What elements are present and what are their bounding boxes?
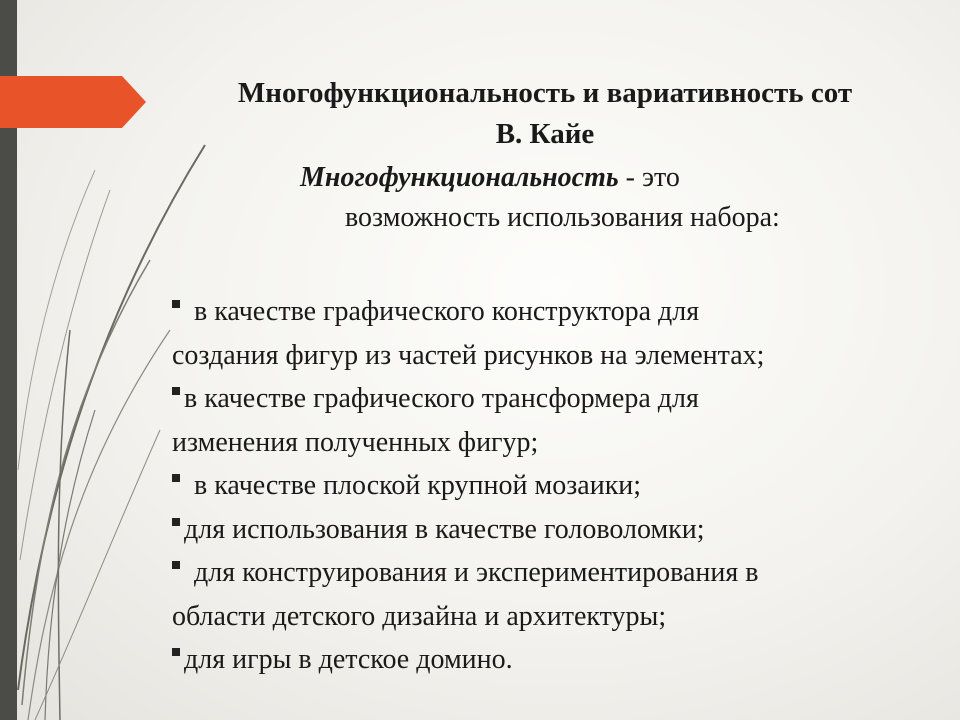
list-item-text: создания фигур из частей рисунков на элементах;: [172, 339, 765, 371]
list-item: [172, 551, 960, 595]
definition-text: - это: [618, 162, 680, 193]
list-item-text: для конструирования и экспериментирования в: [194, 557, 759, 588]
list-item-text: для использования в качестве головоломки;: [184, 513, 705, 545]
bullet-icon: [172, 474, 180, 482]
list-item: [172, 464, 960, 508]
bullet-icon: [172, 300, 180, 308]
list-item: [172, 377, 960, 421]
bullet-icon: [172, 561, 180, 569]
list-item-continuation: [172, 334, 960, 378]
list-item: [172, 508, 960, 552]
definition-block: [300, 158, 900, 238]
accent-banner: [0, 76, 150, 128]
list-item: [172, 638, 960, 682]
list-item-text: в качестве графического трансформера для: [184, 383, 699, 414]
title-line-2: В. Кайе: [495, 118, 595, 150]
title-line-1: Многофункциональность и вариативность сот: [237, 77, 853, 109]
list-item-text: в качестве плоской крупной мозаики;: [194, 470, 642, 501]
list-item: [172, 290, 960, 334]
list-item-continuation: [172, 421, 960, 465]
list-item-text: изменения полученных фигур;: [172, 426, 539, 458]
usage-list: [172, 290, 960, 682]
definition-term: Многофункциональность: [300, 162, 619, 193]
slide-title: [130, 73, 960, 155]
list-item-text: для игры в детское домино.: [184, 644, 513, 675]
bullet-icon: [172, 518, 180, 526]
definition-line-2: возможность использования набора:: [345, 202, 780, 233]
list-item-text: в качестве графического конструктора для: [194, 296, 700, 327]
bullet-icon: [172, 648, 180, 656]
bullet-icon: [172, 387, 180, 395]
list-item-continuation: [172, 595, 960, 639]
list-item-text: области детского дизайна и архитектуры;: [172, 600, 667, 632]
